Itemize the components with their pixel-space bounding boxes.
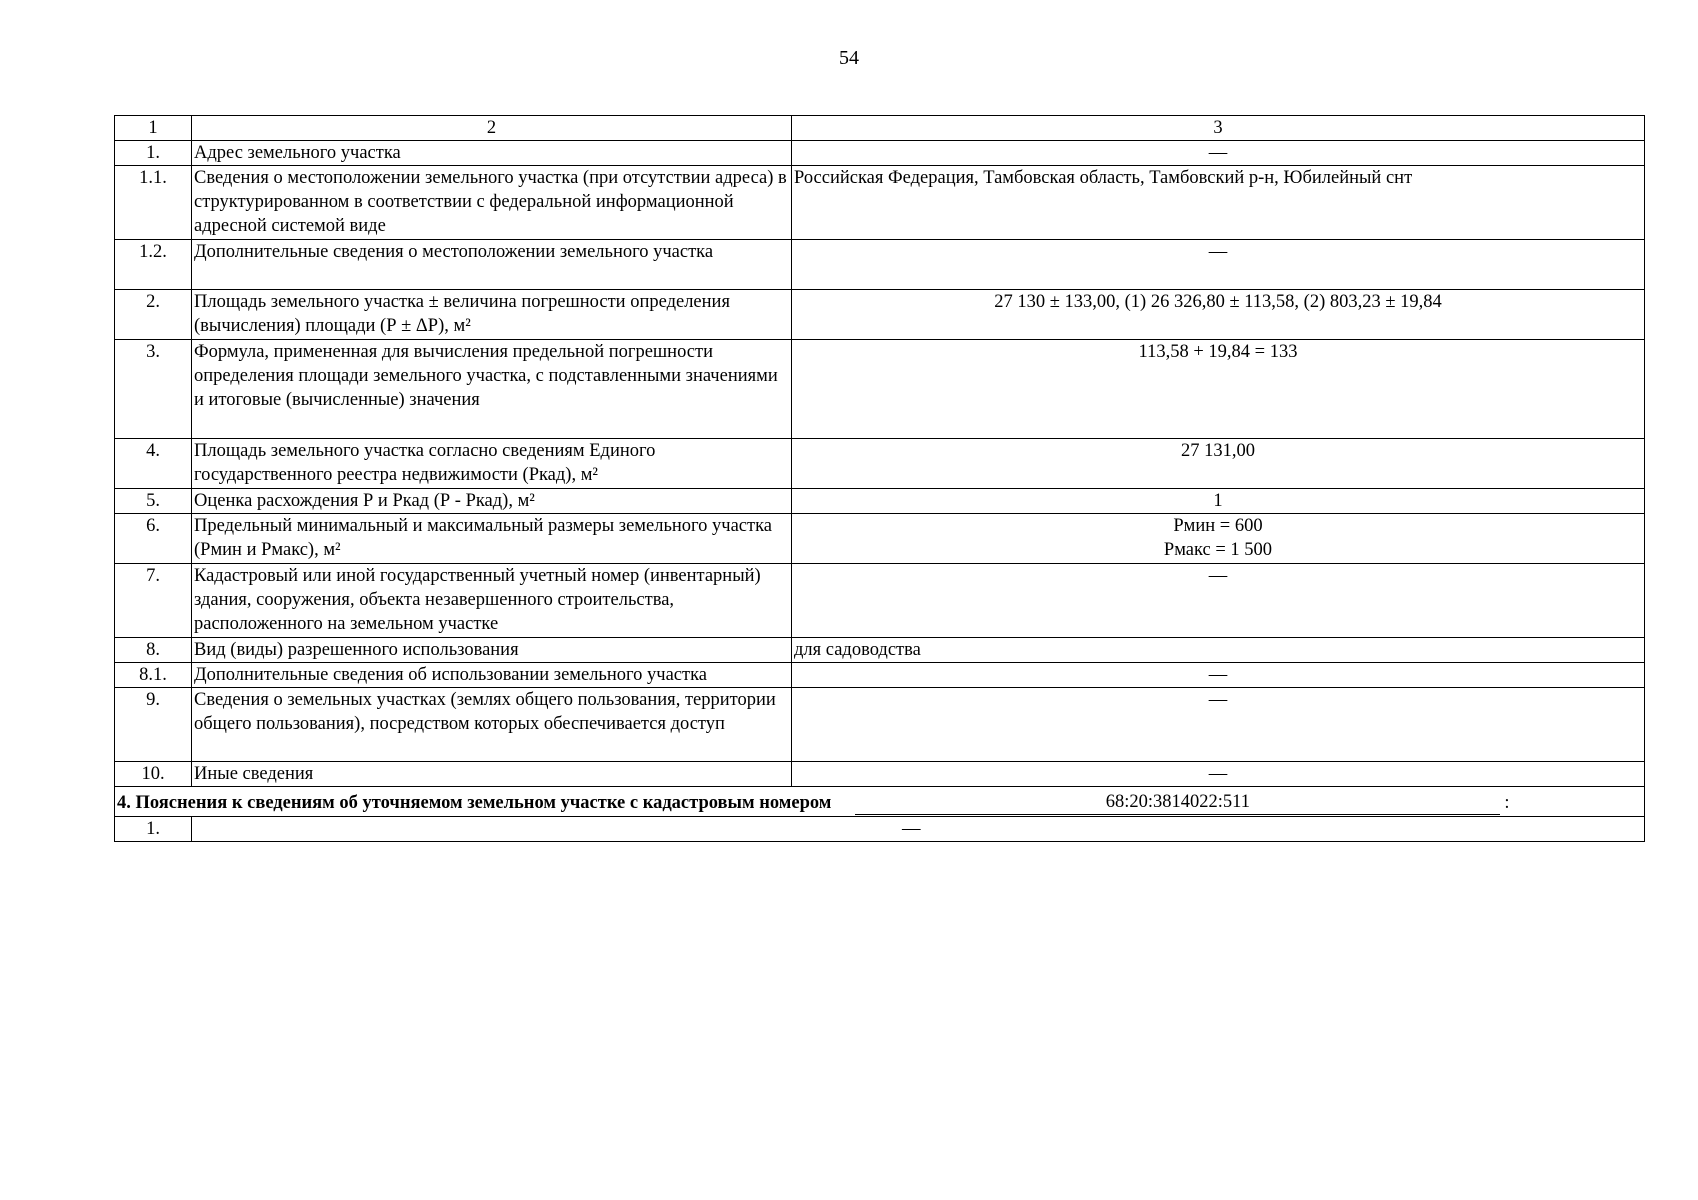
section-heading-row: [115, 787, 1645, 817]
row-number: 10.: [115, 762, 192, 787]
row-label: Площадь земельного участка ± величина погрешности определения (вычисления) площади (Р ± ΔР), м²: [192, 290, 792, 340]
table-row: [115, 817, 1645, 842]
row-label: Иные сведения: [192, 762, 792, 787]
row-value: для садоводства: [792, 638, 1645, 663]
table-row: [115, 340, 1645, 439]
row-label: Дополнительные сведения о местоположении земельного участка: [192, 240, 792, 290]
row-value: —: [792, 240, 1645, 290]
row-value: —: [792, 564, 1645, 638]
row-label: Сведения о земельных участках (землях общего пользования, территории общего пользования), посредством которых обеспечивается доступ: [192, 688, 792, 762]
row-number: 5.: [115, 489, 192, 514]
table-row: [115, 564, 1645, 638]
section-title: 4. Пояснения к сведениям об уточняемом земельном участке с кадастровым номером: [117, 793, 832, 813]
table-row: [115, 439, 1645, 489]
header-cell-1: 1: [115, 116, 192, 141]
table-row: [115, 638, 1645, 663]
land-plot-info-table: [114, 115, 1645, 842]
row-value: —: [792, 762, 1645, 787]
row-value: 27 130 ± 133,00, (1) 26 326,80 ± 113,58, (2) 803,23 ± 19,84: [792, 290, 1645, 340]
header-cell-3: 3: [792, 116, 1645, 141]
row-label: Оценка расхождения Р и Ркад (Р - Ркад), м²: [192, 489, 792, 514]
row-label: Формула, примененная для вычисления предельной погрешности определения площади земельного участка, с подставленными значениями и итоговые (вычисленные) значения: [192, 340, 792, 439]
row-number: 1.1.: [115, 166, 192, 240]
table-row: [115, 141, 1645, 166]
row-label: Площадь земельного участка согласно сведениям Единого государственного реестра недвижимости (Ркад), м²: [192, 439, 792, 489]
section-heading-cell: [115, 787, 1645, 817]
row-number: 8.1.: [115, 663, 192, 688]
row-number: 2.: [115, 290, 192, 340]
table-row: [115, 663, 1645, 688]
row-number: 9.: [115, 688, 192, 762]
row-number: 7.: [115, 564, 192, 638]
row-label: Дополнительные сведения об использовании земельного участка: [192, 663, 792, 688]
row-value: —: [192, 817, 1645, 842]
row-number: 1.: [115, 817, 192, 842]
table-row: [115, 489, 1645, 514]
row-number: 1.: [115, 141, 192, 166]
table-row: [115, 240, 1645, 290]
max-size-value: Рмакс = 1 500: [1163, 540, 1273, 560]
table-row: [115, 762, 1645, 787]
row-number: 3.: [115, 340, 192, 439]
page-number: 54: [839, 47, 859, 69]
row-number: 6.: [115, 514, 192, 564]
table-row: [115, 688, 1645, 762]
row-label: Предельный минимальный и максимальный размеры земельного участка (Рмин и Рмакс), м²: [192, 514, 792, 564]
section-colon: :: [1504, 793, 1510, 813]
row-value: —: [792, 663, 1645, 688]
cadastral-number: 68:20:3814022:511: [855, 790, 1500, 815]
row-label: Вид (виды) разрешенного использования: [192, 638, 792, 663]
row-label: Кадастровый или иной государственный учетный номер (инвентарный) здания, сооружения, объекта незавершенного строительства, расположенного на земельном участке: [192, 564, 792, 638]
row-value: Российская Федерация, Тамбовская область, Тамбовский р-н, Юбилейный снт: [792, 166, 1645, 240]
table-row: [115, 166, 1645, 240]
row-value: —: [792, 141, 1645, 166]
row-number: 8.: [115, 638, 192, 663]
row-value: 113,58 + 19,84 = 133: [792, 340, 1645, 439]
row-number: 4.: [115, 439, 192, 489]
table-row: [115, 290, 1645, 340]
row-value: —: [792, 688, 1645, 762]
row-value: 1: [792, 489, 1645, 514]
min-size-value: Рмин = 600: [1173, 516, 1263, 536]
row-label: Сведения о местоположении земельного участка (при отсутствии адреса) в структурированном в соответствии с федеральной информационной адресной системой виде: [192, 166, 792, 240]
table-header-row: [115, 116, 1645, 141]
row-value: [792, 514, 1645, 564]
header-cell-2: 2: [192, 116, 792, 141]
table-row: [115, 514, 1645, 564]
row-number: 1.2.: [115, 240, 192, 290]
row-label: Адрес земельного участка: [192, 141, 792, 166]
row-value: 27 131,00: [792, 439, 1645, 489]
